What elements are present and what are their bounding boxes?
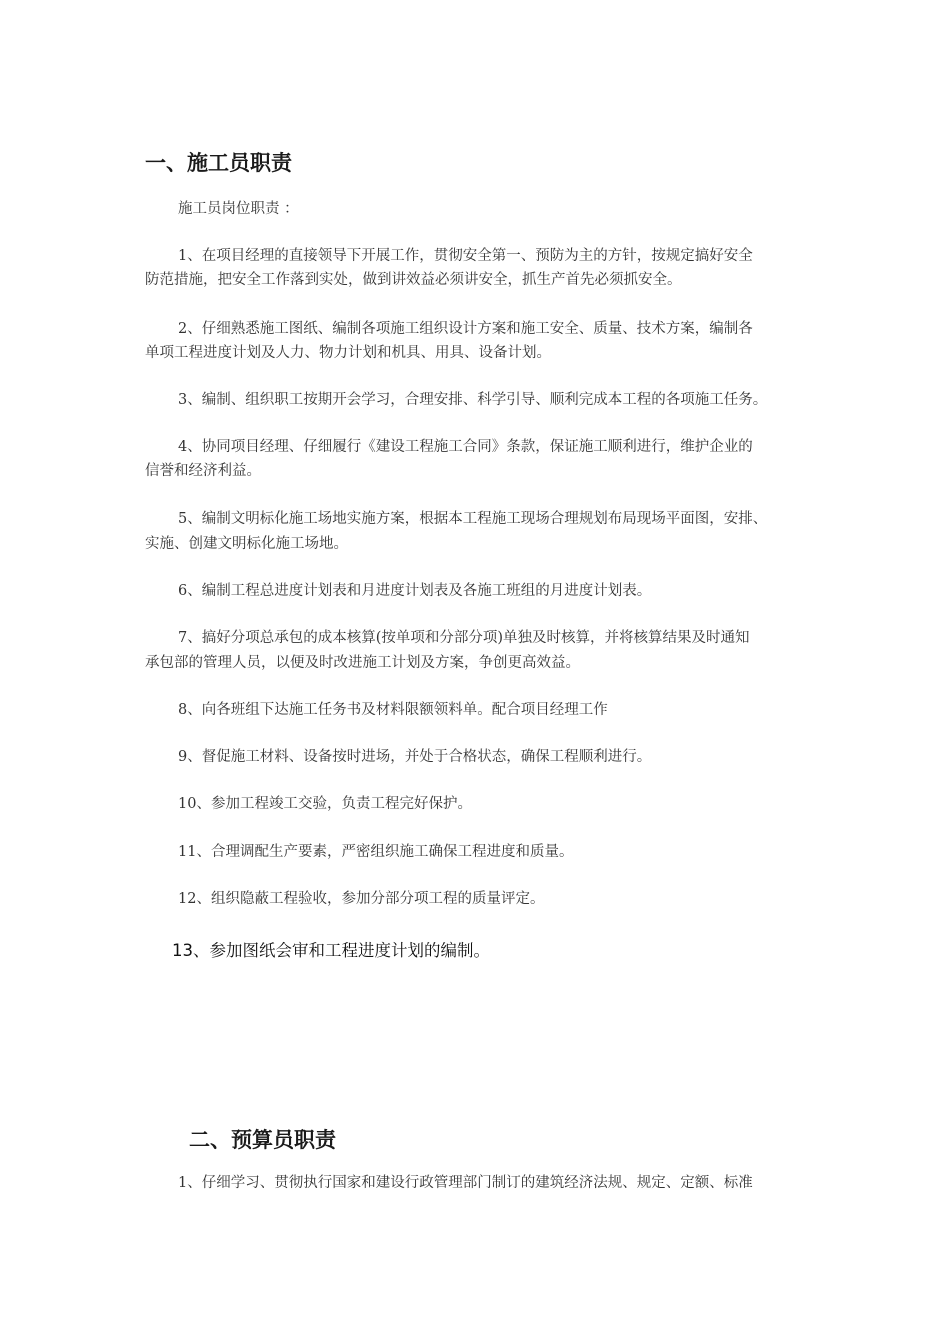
duty-item-6-line1: 6、编制工程总进度计划表和月进度计划表及各施工班组的月进度计划表。 [178, 583, 652, 599]
duty-item-2-line2: 单项工程进度计划及人力、物力计划和机具、用具、设备计划。 [145, 345, 551, 361]
duty-item-2-line1: 2、仔细熟悉施工图纸、编制各项施工组织设计方案和施工安全、质量、技术方案，编制各 [178, 321, 753, 337]
duty-item-4-line2: 信誉和经济利益。 [145, 463, 261, 479]
section2-heading: 二、预算员职责 [189, 1128, 336, 1152]
duty-item-7-line2: 承包部的管理人员，以便及时改进施工计划及方案，争创更高效益。 [145, 655, 580, 671]
duty-item-5-line1: 5、编制文明标化施工场地实施方案，根据本工程施工现场合理规划布局现场平面图，安排、 [178, 511, 768, 527]
duty-item-11-line1: 11、合理调配生产要素，严密组织施工确保工程进度和质量。 [178, 844, 574, 860]
duty-item-7-line1: 7、搞好分项总承包的成本核算(按单项和分部分项)单独及时核算，并将核算结果及时通知 [178, 630, 750, 646]
section1-heading: 一、施工员职责 [145, 151, 292, 175]
duty-item-3-line1: 3、编制、组织职工按期开会学习，合理安排、科学引导、顺利完成本工程的各项施工任务。 [178, 392, 768, 408]
duty-item-5-line2: 实施、创建文明标化施工场地。 [145, 536, 348, 552]
section1-subtitle: 施工员岗位职责 ： [178, 201, 299, 217]
duty-item-13-line1: 13、参加图纸会审和工程进度计划的编制。 [172, 941, 490, 960]
duty-item-12-line1: 12、组织隐蔽工程验收，参加分部分项工程的质量评定。 [178, 891, 545, 907]
duty-item-9-line1: 9、督促施工材料、设备按时进场，并处于合格状态，确保工程顺利进行。 [178, 749, 652, 765]
duty-item-1-line1: 1、在项目经理的直接领导下开展工作，贯彻安全第一、预防为主的方针，按规定搞好安全 [178, 248, 753, 264]
budget-duty-item-1-line1: 1、仔细学习、贯彻执行国家和建设行政管理部门制订的建筑经济法规、规定、定额、标准 [178, 1175, 753, 1191]
duty-item-1-line2: 防范措施，把安全工作落到实处，做到讲效益必须讲安全，抓生产首先必须抓安全。 [145, 272, 682, 288]
duty-item-8-line1: 8、向各班组下达施工任务书及材料限额领料单。配合项目经理工作 [178, 702, 608, 718]
duty-item-10-line1: 10、参加工程竣工交验，负责工程完好保护。 [178, 796, 472, 812]
duty-item-4-line1: 4、协同项目经理、仔细履行《建设工程施工合同》条款，保证施工顺利进行，维护企业的 [178, 439, 753, 455]
